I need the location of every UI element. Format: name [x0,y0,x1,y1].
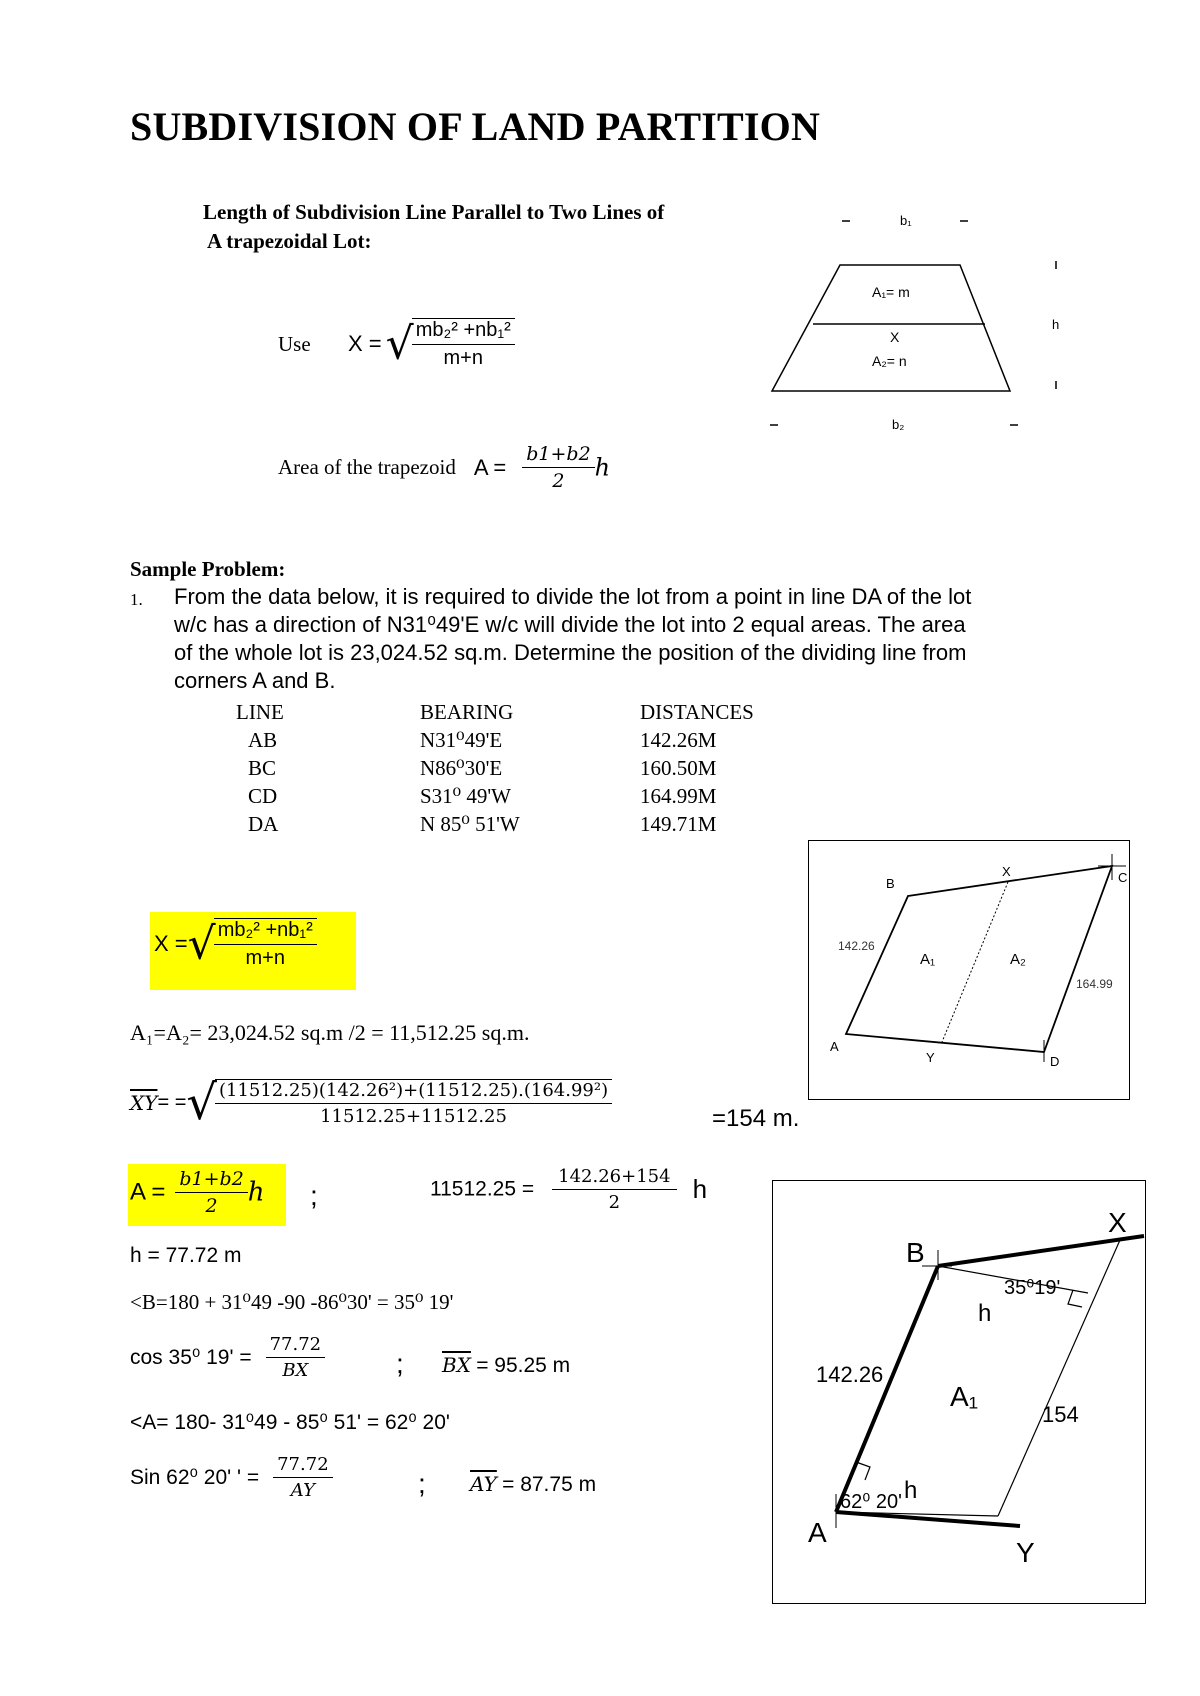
cos-numerator: 77.72 [266,1334,326,1358]
table-cell: 160.50M [640,756,717,780]
label-a: A [830,1039,839,1054]
label-a: A [808,1517,827,1548]
area-eq-var: h [692,1174,708,1204]
dividing-line [942,882,1008,1042]
use-formula-lhs: X = [348,331,382,356]
label-angle-a: 62⁰ 20' [840,1491,902,1513]
xy-numerator: (11512.25)(142.26²)+(11512.25).(164.99²) [215,1080,612,1104]
semicolon: ; [396,1348,404,1379]
line-ab [836,1266,938,1512]
a-lhs: A = [130,1178,166,1206]
label-x: X [1108,1207,1127,1238]
problem-number: 1. [130,590,143,609]
table-cell: 149.71M [640,812,717,836]
areas-line [130,1020,529,1046]
highlighted-area-formula [128,1164,286,1226]
use-formula [278,318,515,370]
problem-line1: From the data below, it is required to divide the lot from a point in line DA of the lot [174,584,972,609]
area-lhs: A = [473,454,507,480]
problem-line3: of the whole lot is 23,024.52 sq.m. Determine the position of the dividing line from [174,640,967,665]
cos-lhs: cos 35⁰ 19' = [130,1346,252,1369]
table-cell: BC [248,756,277,780]
table-cell: 164.99M [640,784,717,808]
table-header-bearing: BEARING [420,700,514,724]
ay-label: $\overline{AY}$ [470,1472,497,1496]
area-denominator: 2 [552,470,565,492]
label-x: X [890,329,900,345]
x-numerator: mb₂² +nb₁² [214,919,317,945]
a-denominator: 2 [205,1195,218,1217]
x-lhs: X = [154,931,188,956]
area-eq-numerator: 142.26+154 [552,1166,676,1190]
sqrt-icon: √ [187,918,216,970]
label-ab: 142.26 [816,1362,884,1387]
label-a1: A₁= m [872,284,910,300]
lot-figure [808,840,1130,1100]
figure-border [809,841,1130,1100]
use-formula-denominator: m+n [443,347,483,369]
area-equation [430,1166,707,1213]
xy-denominator: 11512.25+11512.25 [320,1106,507,1127]
areas-text: A₁=A₂= 23,024.52 sq.m /2 = 11,512.25 sq.m. [130,1020,530,1045]
trapezoid-figure [760,205,1080,445]
label-b2: b₂ [892,417,905,432]
label-a2: A₂= n [872,353,907,369]
area-formula [278,443,610,492]
area-eq-lhs: 11512.25 = [430,1177,535,1201]
right-angle-mark [1068,1290,1082,1307]
bx-result [442,1353,570,1378]
subheading-line1: Length of Subdivision Line Parallel to Two Lines of [203,200,665,224]
right-angle-mark [856,1462,870,1480]
area-var: h [594,453,611,482]
highlighted-x-formula [150,912,356,990]
label-a1: A₁ [920,951,936,968]
label-d: D [1050,1054,1060,1069]
label-x: X [1002,864,1011,879]
label-b1: b₁ [900,213,912,228]
lot-shape [846,866,1112,1052]
label-h-bottom: h [904,1477,918,1504]
sqrt-icon: √ [186,1075,217,1131]
sin-equation [130,1454,333,1501]
label-y: Y [1016,1537,1035,1568]
semicolon: ; [418,1468,426,1499]
xy-equals: = = [157,1091,187,1114]
area-eq-denominator: 2 [608,1192,621,1213]
ay-value: = 87.75 m [502,1473,597,1496]
table-cell: N86⁰30'E [420,756,503,780]
sample-heading: Sample Problem: [130,557,286,581]
a-numerator: b1+b2 [175,1168,247,1193]
a-var: h [247,1177,265,1208]
table-header-distances: DISTANCES [640,700,754,724]
angle-a-calc: <A= 180- 31⁰49 - 85⁰ 51' = 62⁰ 20' [130,1411,450,1434]
cos-equation [130,1334,325,1381]
label-a1: A₁ [950,1381,979,1412]
table-cell: AB [248,728,278,752]
label-c: C [1118,870,1128,885]
label-y: Y [926,1050,935,1065]
area-numerator: b1+b2 [522,443,594,468]
label-xy: 154 [1042,1402,1079,1427]
table-cell: N31⁰49'E [420,728,503,752]
ay-result [470,1472,596,1497]
sqrt-icon: √ [385,318,414,370]
area-label: Area of the trapezoid [278,455,456,479]
label-ab-distance: 142.26 [838,939,875,953]
xy-result: =154 m. [712,1105,800,1132]
problem-line2: w/c has a direction of N31⁰49'E w/c will divide the lot into 2 equal areas. The area [174,612,966,637]
x-denominator: m+n [245,947,285,969]
bx-label: $\overline{BX}$ [442,1353,471,1377]
label-angle-b: 35⁰19' [1004,1277,1061,1299]
line-bx [938,1236,1144,1266]
detail-figure [772,1180,1146,1604]
angle-b-calc: <B=180 + 31⁰49 -90 -86⁰30' = 35⁰ 19' [130,1290,454,1314]
subheading-line2: A trapezoidal Lot: [207,229,372,253]
label-a2: A₂ [1010,951,1026,968]
table-cell: DA [248,812,279,836]
sample-problem [130,583,1080,695]
cos-denominator: BX [282,1360,309,1381]
label-b: B [906,1237,925,1268]
label-b: B [886,876,895,891]
sin-denominator: AY [290,1480,315,1501]
sin-numerator: 77.72 [273,1454,333,1478]
table-cell: N 85⁰ 51'W [420,812,520,836]
label-h: h [1052,317,1060,332]
h-result: h = 77.72 m [130,1244,242,1267]
use-label: Use [278,331,311,356]
use-formula-numerator: mb₂² +nb₁² [412,319,515,345]
sin-lhs: Sin 62⁰ 20' ' = [130,1466,260,1489]
table-cell: 142.26M [640,728,717,752]
table-cell: CD [248,784,278,808]
page-title: SUBDIVISION OF LAND PARTITION [130,104,821,149]
semicolon: ; [310,1180,318,1211]
table-header-line: LINE [236,700,284,724]
bx-value: = 95.25 m [476,1354,571,1377]
xy-label: $\overline{XY}$ [130,1091,158,1115]
xy-formula [130,1075,612,1131]
label-cd-distance: 164.99 [1076,977,1113,991]
table-cell: S31⁰ 49'W [420,784,511,808]
problem-line4: corners A and B. [174,668,336,693]
label-h-top: h [978,1300,992,1327]
